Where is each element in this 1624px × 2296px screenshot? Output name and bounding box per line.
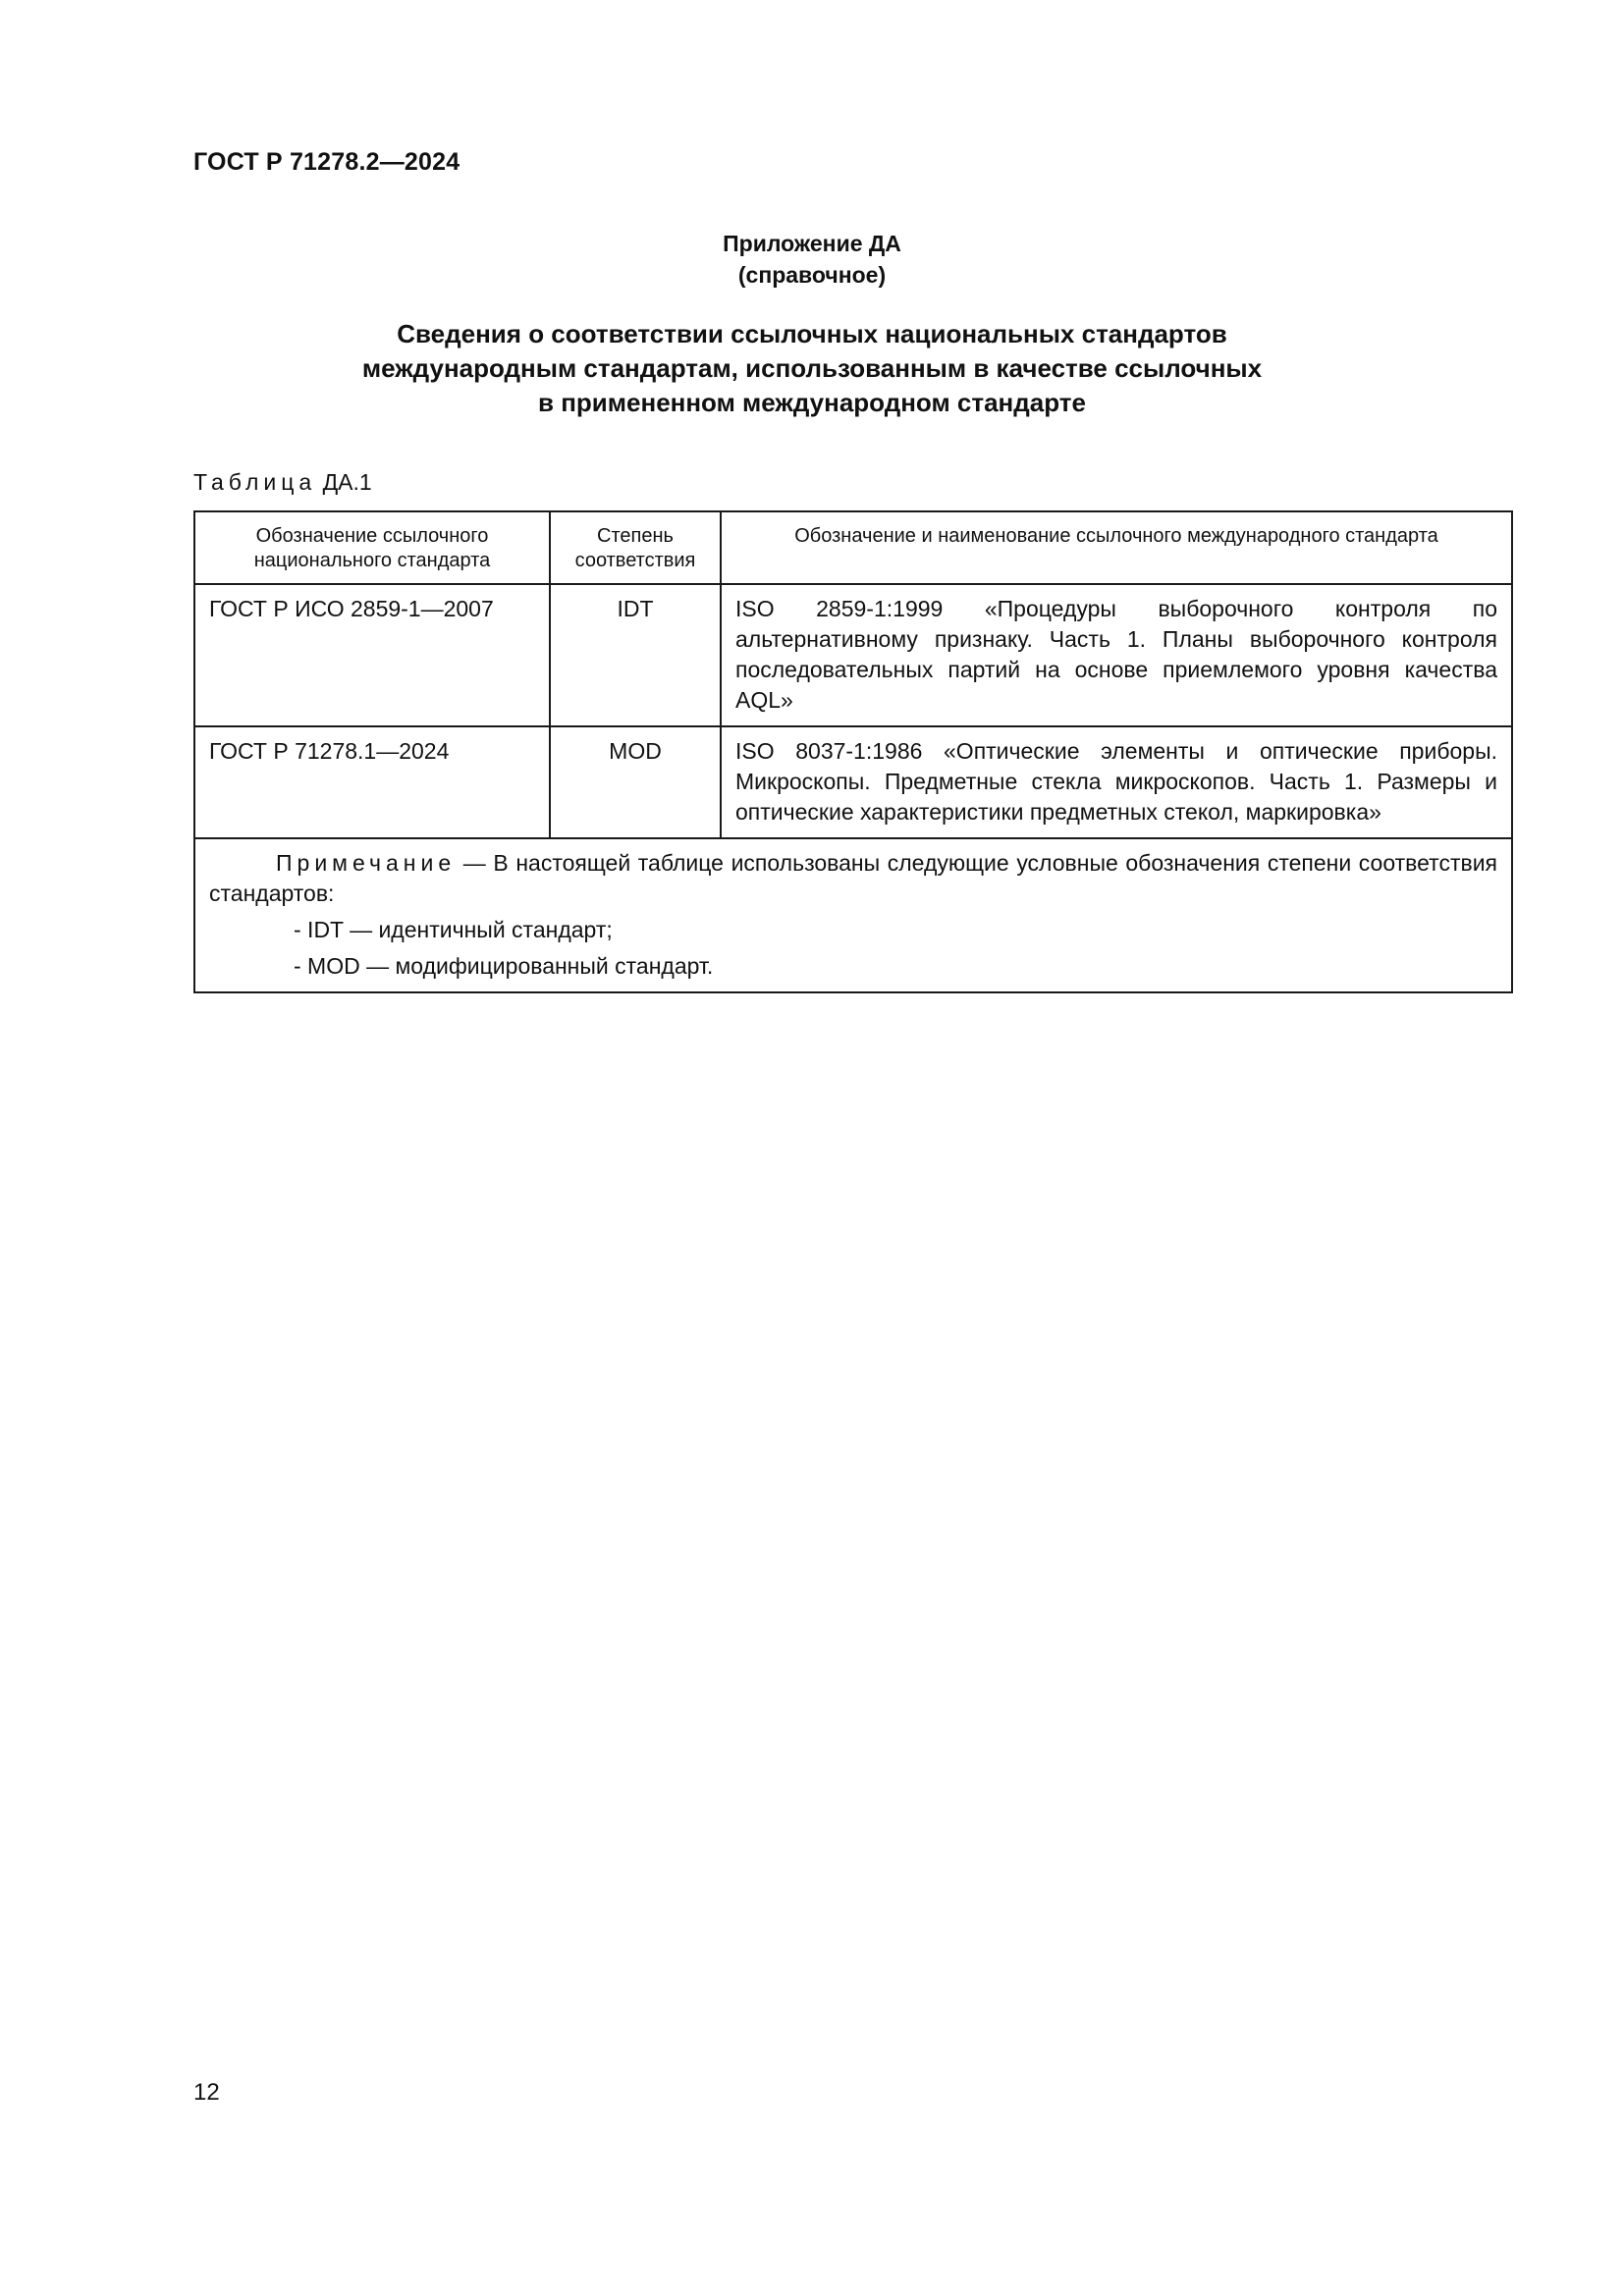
table-caption-number: ДА.1	[322, 469, 372, 495]
cell-international: ISO 2859-1:1999 «Процедуры выборочного контроля по альтернативному признаку. Часть 1. Планы выборочного контроля последовательных партий на основе приемлемого уровня качества AQL»	[721, 584, 1512, 726]
table-header-row	[194, 511, 1512, 584]
annex-label: Приложение ДА	[723, 231, 901, 256]
cell-degree: MOD	[550, 726, 721, 838]
note-item: - IDT — идентичный стандарт;	[294, 917, 613, 942]
note-cell	[194, 838, 1512, 992]
document-code: ГОСТ Р 71278.2—2024	[193, 148, 460, 176]
cell-national: ГОСТ Р ИСО 2859-1—2007	[194, 584, 550, 726]
cell-degree: IDT	[550, 584, 721, 726]
note-label: Примечание	[276, 850, 457, 876]
table-caption	[193, 469, 372, 496]
table-caption-word: Таблица	[193, 469, 317, 495]
header-international-standard: Обозначение и наименование ссылочного международного стандарта	[721, 511, 1512, 584]
note-item: - MOD — модифицированный стандарт.	[294, 953, 714, 979]
cell-international: ISO 8037-1:1986 «Оптические элементы и оптические приборы. Микроскопы. Предметные стекла микроскопов. Часть 1. Размеры и оптические характеристики предметных стекол, маркировка»	[721, 726, 1512, 838]
annex-title-line: международным стандартам, использованным в качестве ссылочных	[361, 353, 1263, 383]
cell-national: ГОСТ Р 71278.1—2024	[194, 726, 550, 838]
note-text	[209, 848, 1497, 909]
table-row	[194, 726, 1512, 838]
annex-title-line: Сведения о соответствии ссылочных национальных стандартов	[397, 319, 1227, 348]
table-note-row	[194, 838, 1512, 992]
correspondence-table	[193, 510, 1513, 993]
header-national-standard: Обозначение ссылочного национального стандарта	[194, 511, 550, 584]
annex-title-line: в примененном международном стандарте	[538, 388, 1086, 417]
annex-type: (справочное)	[737, 262, 887, 288]
page-number: 12	[193, 2079, 220, 2106]
note-body: — В настоящей таблице использованы следующие условные обозначения степени соответствия стандартов:	[209, 850, 1497, 906]
header-degree: Степень соответствия	[550, 511, 721, 584]
table-row	[194, 584, 1512, 726]
annex-title	[0, 317, 1624, 420]
annex-heading	[0, 228, 1624, 291]
